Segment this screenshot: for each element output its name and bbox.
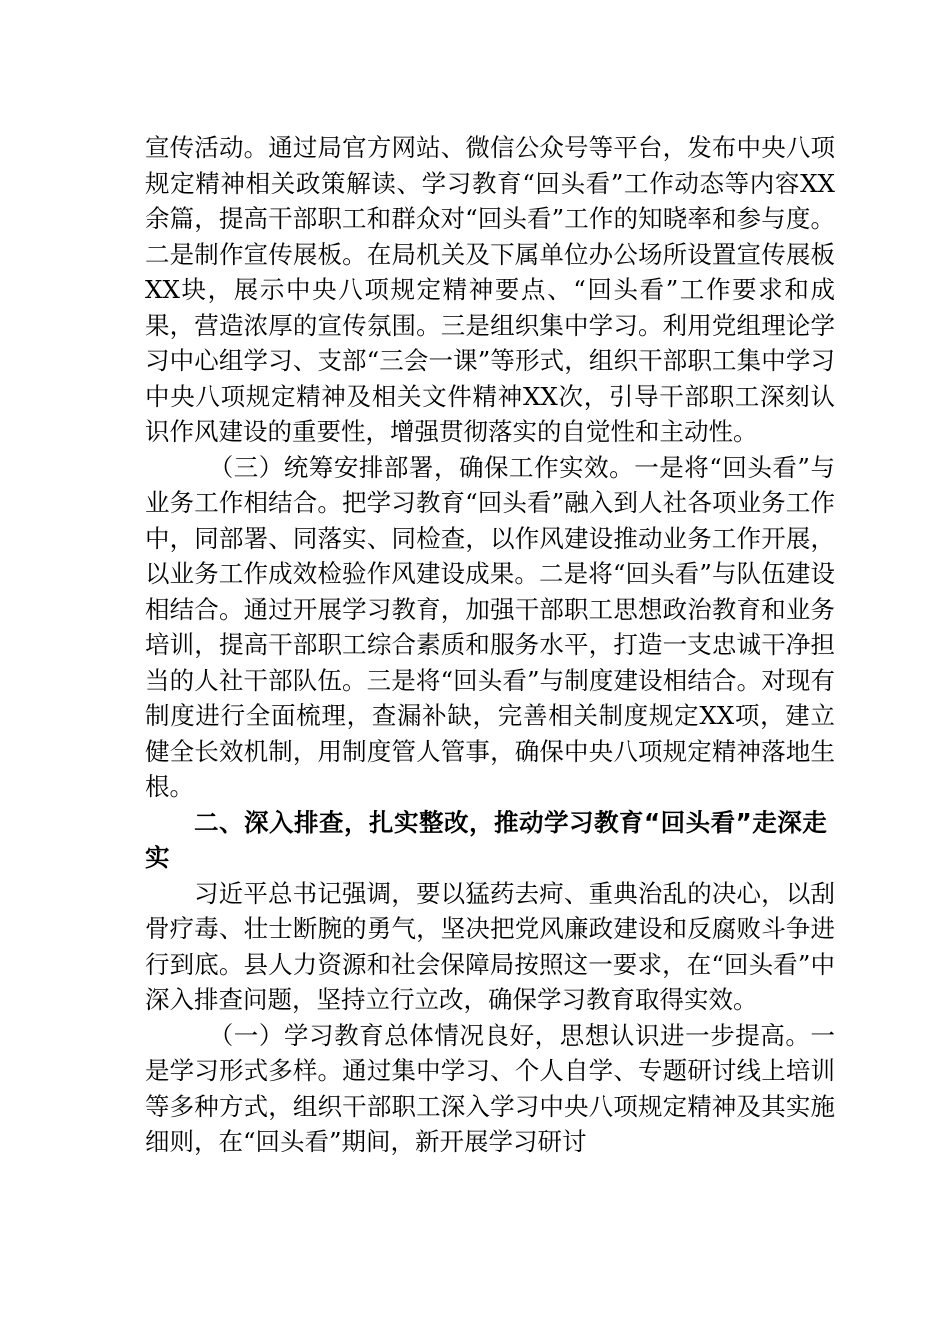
paragraph-learning-overview: （一）学习教育总体情况良好，思想认识进一步提高。一是学习形式多样。通过集中学习、个人自学、专题研讨线上培训等多种方式，组织干部职工深入学习中央八项规定精神及其实施细则，在“回头看”期间，新开展学习研讨 (145, 1020, 835, 1156)
section-heading-two: 二、深入排查，扎实整改，推动学习教育“回头看”走深走实 (145, 807, 828, 872)
paragraph-xi-emphasis: 习近平总书记强调，要以猛药去疴、重典治乱的决心，以刮骨疗毒、壮士断腕的勇气，坚决把党风廉政建设和反腐败斗争进行到底。县人力资源和社会保障局按照这一要求，在“回头看”中深入排查问题，坚持立行立改，确保学习教育取得实效。 (145, 878, 835, 1014)
document-page (145, 130, 835, 1160)
paragraph-publicity-activities: 宣传活动。通过局官方网站、微信公众号等平台，发布中央八项规定精神相关政策解读、学习教育“回头看”工作动态等内容XX余篇，提高干部职工和群众对“回头看”工作的知晓率和参与度。二是制作宣传展板。在局机关及下属单位办公场所设置宣传展板XX块，展示中央八项规定精神要点、“回头看”工作要求和成果，营造浓厚的宣传氛围。三是组织集中学习。利用党组理论学习中心组学习、支部“三会一课”等形式，组织干部职工集中学习中央八项规定精神及相关文件精神XX次，引导干部职工深刻认识作风建设的重要性，增强贯彻落实的自觉性和主动性。 (145, 133, 835, 446)
paragraph-coordinate-deployment: （三）统筹安排部署，确保工作实效。一是将“回头看”与业务工作相结合。把学习教育“回头看”融入到人社各项业务工作中，同部署、同落实、同检查，以作风建设推动业务工作开展，以业务工作成效检验作风建设成果。二是将“回头看”与队伍建设相结合。通过开展学习教育，加强干部职工思想政治教育和业务培训，提高干部职工综合素质和服务水平，打造一支忠诚干净担当的人社干部队伍。三是将“回头看”与制度建设相结合。对现有制度进行全面梳理，查漏补缺，完善相关制度规定XX项，建立健全长效机制，用制度管人管事，确保中央八项规定精神落地生根。 (145, 452, 835, 801)
